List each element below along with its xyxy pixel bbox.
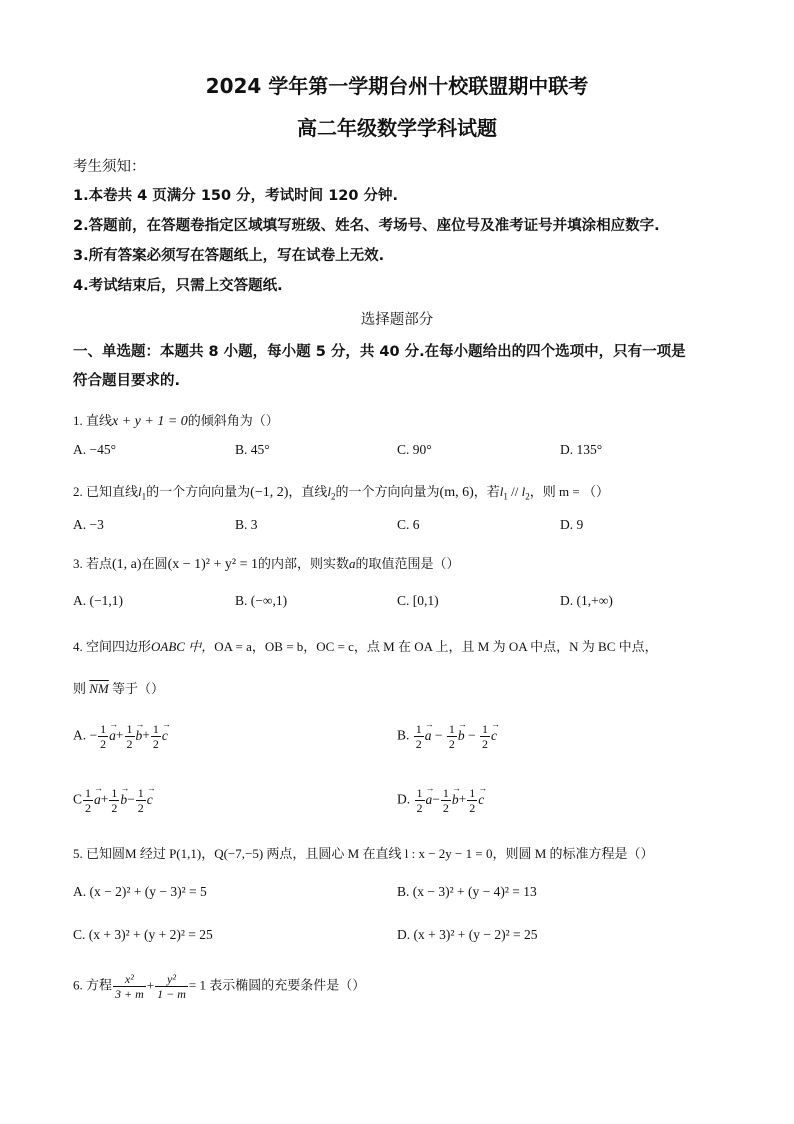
part-heading-line1: 一、单选题：本题共 8 小题，每小题 5 分，共 40 分.在每小题给出的四个选项中，只有一项是 xyxy=(73,344,686,360)
notice-item: 2.答题前，在答题卷指定区域填写班级、姓名、考场号、座位号及准考证号并填涂相应数字. xyxy=(73,218,660,234)
q4-vector-nm: $\overline{NM}$ xyxy=(89,681,109,696)
q4-text: 4. 空间四边形 xyxy=(73,639,152,654)
q4-text: OA = a，OB = b，OC = c，点 M 在 OA 上，且 M 为 OA 中点，N 为 BC 中点， xyxy=(214,639,658,654)
q3-text: 3. 若点 xyxy=(73,556,113,571)
question-3 xyxy=(73,553,460,573)
q4-option-d: D. $\frac{1}{2}$ → a− $\frac{1}{2}$ → b+ $\frac{1}{2}$ → c xyxy=(397,786,484,815)
question-1 xyxy=(73,410,279,430)
q3-circle-equation: (x − 1)² + y² = 1 xyxy=(167,557,258,572)
question-4-line2 xyxy=(73,678,164,697)
q2-option-b: B. 3 xyxy=(235,517,258,532)
q4-text: OABC 中， xyxy=(151,639,215,654)
q4-option-label: D. xyxy=(397,791,411,807)
q2-text: ，直线 xyxy=(288,484,328,499)
q5-option-b: B. (x − 3)² + (y − 4)² = 13 xyxy=(397,884,537,899)
q3-variable: a xyxy=(349,556,356,571)
notice-heading: 考生须知： xyxy=(73,159,146,175)
q3-text: 的内部，则实数 xyxy=(257,556,349,571)
q4-text: 等于（） xyxy=(112,681,165,696)
exam-title: 2024 学年第一学期台州十校联盟期中联考 xyxy=(205,74,589,98)
q3-option-d: D. (1,+∞) xyxy=(560,593,613,608)
q2-text: 的一个方向向量为 xyxy=(146,484,251,499)
section-title: 选择题部分 xyxy=(360,312,434,328)
exam-subtitle: 高二年级数学学科试题 xyxy=(297,116,497,140)
q5-option-c: C. (x + 3)² + (y + 2)² = 25 xyxy=(73,927,213,942)
notice-item: 3.所有答案必须写在答题纸上，写在试卷上无效. xyxy=(73,248,385,264)
q1-expression: x + y + 1 = 0 xyxy=(112,414,188,429)
q4-option-a: A. − $\frac{1}{2}$ → a+ $\frac{1}{2}$ → b+ $\frac{1}{2}$ → c xyxy=(73,722,168,751)
q4-text: 则 xyxy=(73,681,87,696)
q5-option-a: A. (x − 2)² + (y − 3)² = 5 xyxy=(73,884,207,899)
q4-option-c: C $\frac{1}{2}$ → a+ $\frac{1}{2}$ → b− $\frac{1}{2}$ → c xyxy=(73,786,153,815)
q3-point: (1, a) xyxy=(112,557,142,572)
q4-option-label: B. xyxy=(397,727,410,743)
q5-text: 5. 已知圆 xyxy=(73,846,126,861)
q3-text: 在圆 xyxy=(141,556,168,571)
q3-option-c: C. [0,1) xyxy=(397,593,439,608)
q6-text: 6. 方程 xyxy=(73,977,113,993)
notice-item: 1.本卷共 4 页满分 150 分，考试时间 120 分钟. xyxy=(73,188,399,204)
q1-option-c: C. 90° xyxy=(397,442,432,457)
q1-suffix: 的倾斜角为（） xyxy=(187,413,279,428)
q2-option-c: C. 6 xyxy=(397,517,420,532)
q2-text: ，若 xyxy=(473,484,500,499)
q3-text: 的取值范围是（） xyxy=(355,556,460,571)
question-6: 6. 方程 $\frac{\text{x²}}{3 + m}$ + $\frac{\text{y²}}{1 - m}$ = 1 表示椭圆的充要条件是（） xyxy=(73,972,366,1001)
q5-text: M 经过 P(1,1)，Q(−7,−5) 两点，且圆心 M 在直线 l : x − 2y − 1 = 0，则圆 M 的标准方程是（） xyxy=(125,846,654,861)
q6-fraction-2: $\frac{\text{y²}}{1 - m}$ xyxy=(157,972,186,1001)
q4-option-label: C xyxy=(73,791,83,807)
question-4 xyxy=(73,636,658,655)
q2-vector-2: (m, 6) xyxy=(439,485,474,500)
q1-prefix: 1. 直线 xyxy=(73,413,113,428)
question-5 xyxy=(73,843,654,862)
q4-option-b: B. $\frac{1}{2}$ → a − $\frac{1}{2}$ → b − $\frac{1}{2}$ → c xyxy=(397,722,497,751)
q1-option-d: D. 135° xyxy=(560,442,603,457)
q1-option-b: B. 45° xyxy=(235,442,270,457)
q6-fraction-1: $\frac{\text{x²}}{3 + m}$ xyxy=(115,972,144,1001)
q6-text: = 1 表示椭圆的充要条件是（） xyxy=(188,977,366,993)
question-2: 2. 已知直线$l_1$的一个方向向量为(−1, 2)，直线$l_2$的一个方向向量为(m, 6)，若$l_1 // l_2$，则 m = （） xyxy=(73,484,609,502)
q2-vector-1: (−1, 2) xyxy=(250,485,289,500)
part-heading-line2: 符合题目要求的. xyxy=(73,373,181,389)
q4-option-label: A. xyxy=(73,727,87,743)
q3-option-b: B. (−∞,1) xyxy=(235,593,288,608)
q2-text: 的一个方向向量为 xyxy=(335,484,440,499)
q1-option-a: A. −45° xyxy=(73,442,117,457)
notice-item: 4.考试结束后，只需上交答题纸. xyxy=(73,278,283,294)
q2-option-d: D. 9 xyxy=(560,517,584,532)
q2-text: ，则 xyxy=(529,484,556,499)
q2-text: m = （） xyxy=(559,484,609,499)
q2-text: 2. 已知直线 xyxy=(73,484,139,499)
q2-option-a: A. −3 xyxy=(73,517,104,532)
q5-option-d: D. (x + 3)² + (y − 2)² = 25 xyxy=(397,927,538,942)
q3-option-a: A. (−1,1) xyxy=(73,593,123,608)
